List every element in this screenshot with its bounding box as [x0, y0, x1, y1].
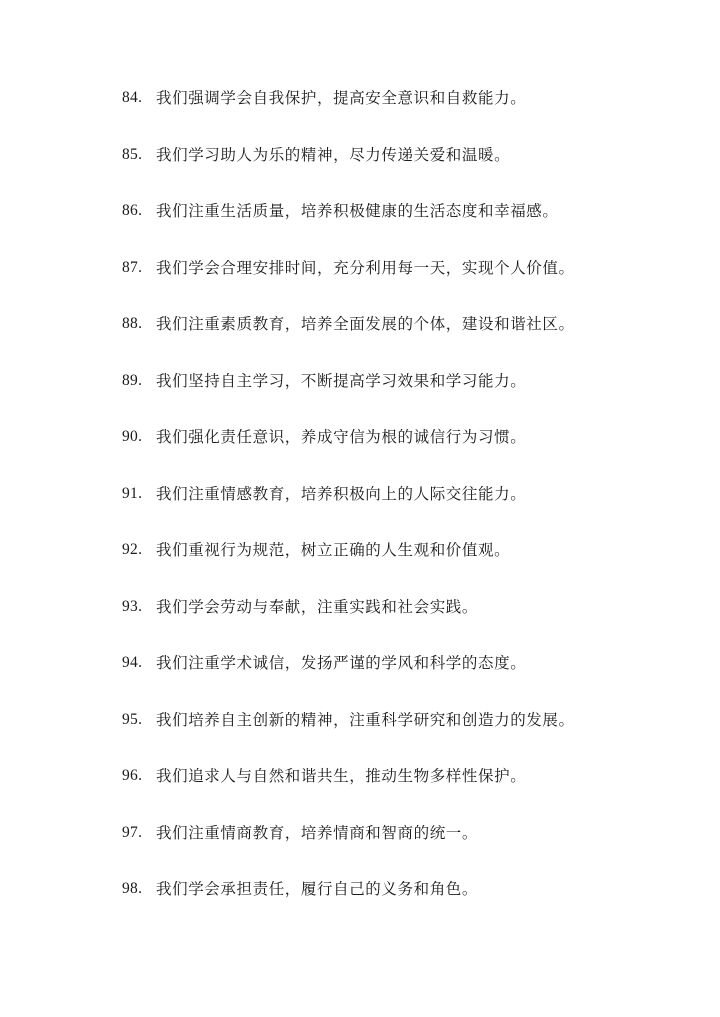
item-number: 85. — [122, 145, 143, 163]
item-number: 87. — [122, 258, 143, 276]
item-number: 91. — [122, 484, 143, 502]
list-item — [122, 199, 680, 256]
item-number: 92. — [122, 541, 143, 558]
item-text: 我们注重学术诚信，发扬严谨的学风和科学的态度。 — [156, 654, 527, 672]
item-text: 我们强调学会自我保护，提高安全意识和自救能力。 — [156, 89, 527, 107]
list-item — [122, 651, 680, 708]
list-item — [122, 538, 680, 595]
list-item — [122, 86, 680, 143]
list-item — [122, 425, 680, 482]
list-item — [122, 821, 680, 878]
item-number: 84. — [122, 89, 143, 106]
item-text: 我们培养自主创新的精神，注重科学研究和创造力的发展。 — [156, 710, 575, 729]
item-text: 我们注重素质教育，培养全面发展的个体，建设和谐社区。 — [156, 315, 575, 333]
numbered-list — [122, 86, 680, 934]
item-number: 93. — [122, 597, 143, 615]
item-number: 97. — [122, 823, 143, 841]
item-number: 88. — [122, 315, 143, 332]
item-number: 89. — [122, 371, 143, 389]
list-item — [122, 256, 680, 313]
item-text: 我们注重情商教育，培养情商和智商的统一。 — [156, 823, 479, 842]
list-item — [122, 312, 680, 369]
list-item — [122, 143, 680, 200]
item-text: 我们学会劳动与奉献，注重实践和社会实践。 — [156, 597, 479, 616]
list-item — [122, 369, 680, 426]
item-text: 我们注重情感教育，培养积极向上的人际交往能力。 — [156, 484, 527, 503]
list-item — [122, 877, 680, 934]
list-item — [122, 708, 680, 765]
list-item — [122, 482, 680, 539]
list-item — [122, 764, 680, 821]
item-text: 我们强化责任意识，养成守信为根的诚信行为习惯。 — [156, 428, 527, 446]
item-text: 我们追求人与自然和谐共生，推动生物多样性保护。 — [156, 767, 527, 785]
item-text: 我们学会承担责任，履行自己的义务和角色。 — [156, 880, 479, 898]
item-text: 我们注重生活质量，培养积极健康的生活态度和幸福感。 — [156, 202, 559, 220]
item-number: 90. — [122, 428, 143, 445]
item-number: 86. — [122, 202, 143, 219]
item-number: 94. — [122, 654, 143, 671]
item-number: 95. — [122, 710, 143, 728]
item-text: 我们学会合理安排时间，充分利用每一天，实现个人价值。 — [156, 258, 575, 277]
item-text: 我们重视行为规范，树立正确的人生观和价值观。 — [156, 541, 511, 559]
item-number: 98. — [122, 880, 143, 897]
item-text: 我们学习助人为乐的精神，尽力传递关爱和温暖。 — [156, 145, 511, 164]
item-text: 我们坚持自主学习，不断提高学习效果和学习能力。 — [156, 371, 527, 390]
item-number: 96. — [122, 767, 143, 784]
list-item — [122, 595, 680, 652]
